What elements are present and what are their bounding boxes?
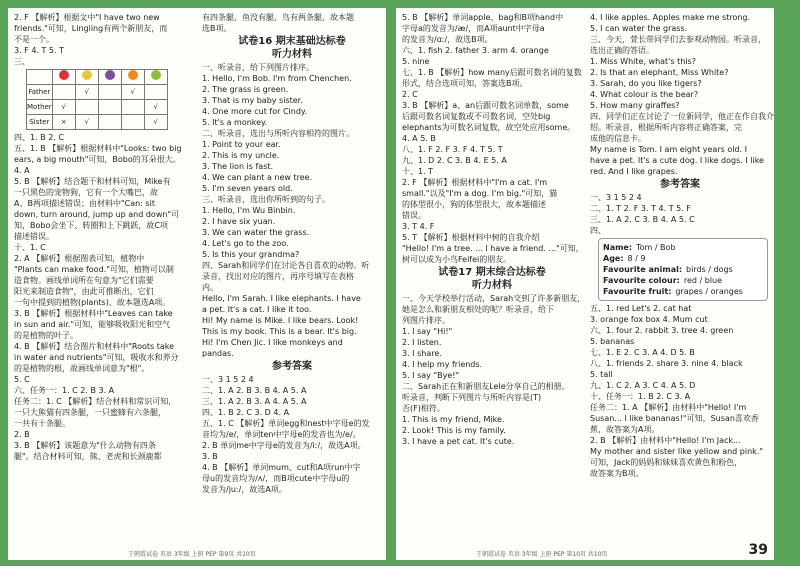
grid-cell: √ <box>75 115 98 130</box>
card-value: grapes / oranges <box>675 287 743 296</box>
card-row <box>603 253 763 264</box>
text-line: 六、1. four 2. rabbit 3. tree 4. green <box>590 326 734 335</box>
text-line: Hi! I'm Chen Jic. I like monkeys and <box>202 338 343 347</box>
text-line: 绍。听录音，根据所听内容将正确答案，完 <box>590 123 742 132</box>
text-line: 形式，结合选项可知，答案选B项。 <box>402 79 528 88</box>
text-line: 3. B <box>202 452 218 461</box>
text-line: ears, a big mouth"可知，Bobo的耳朵很大。 <box>14 155 181 164</box>
section-title: 试卷17 期末综合达标卷 <box>438 267 546 278</box>
text-line: 2. B 【解析】由材料中"Hello! I'm Jack... <box>590 436 741 445</box>
text-line: 三、1. A 2. B 3. A 4. A 5. A <box>202 397 307 406</box>
answer-grid <box>26 69 168 130</box>
card-label: Favourite animal: <box>603 265 683 274</box>
text-line: 十、任务一：1. B 2. C 3. A <box>590 392 691 401</box>
text-line: 3. orange fox box 4. Mum cut <box>590 315 708 324</box>
grid-row-name: Mother <box>27 100 53 115</box>
text-line: 四、 <box>590 226 606 235</box>
text-line: 有四条腿，鱼没有腿，鸟有两条腿，故本题 <box>202 13 354 22</box>
text-line: "Plants can make food."可知，植物可以制 <box>14 265 174 274</box>
card-value: 8 / 9 <box>627 254 646 263</box>
text-line: 1. Hello, I'm Bob. I'm from Chenchen. <box>202 74 352 83</box>
text-line: 2. B 单词me中字母e的发音为/iː/，故选A项。 <box>202 441 366 450</box>
text-line: 1. Hello, I'm Wu Binbin. <box>202 206 296 215</box>
text-line: 错误。 <box>402 211 426 220</box>
right-footer: 王朝霞试卷 英语 3年级 上册 PEP 第10页 共10页 <box>476 551 608 558</box>
text-line: 4. A <box>14 166 30 175</box>
pear-icon <box>151 70 161 80</box>
text-line: 七、1. B 【解析】how many后跟可数名词的复数 <box>402 68 582 77</box>
text-line: 二、1. T 2. F 3. T 4. T 5. F <box>590 204 691 213</box>
text-line: 一只黑色的宠物狗，它有一个大嘴巴，故 <box>14 188 158 197</box>
grid-row-name: Father <box>27 85 53 100</box>
text-line: 2. A 【解析】根据图表可知，植物中 <box>14 254 145 263</box>
right-column-2 <box>590 12 774 479</box>
text-line: 九、1. C 2. A 3. C 4. A 5. D <box>590 381 696 390</box>
text-line: in sun and air."可知，能够吸收阳光和空气 <box>14 320 171 329</box>
text-line: 2. C <box>402 90 418 99</box>
orange-icon <box>128 70 138 80</box>
card-label: Name: <box>603 243 633 252</box>
text-line: 3. That is my baby sister. <box>202 96 303 105</box>
text-line: 任务二：1. C 【解析】结合材料和常识可知， <box>14 397 177 406</box>
fruit-icon <box>121 70 144 85</box>
grid-cell <box>144 85 167 100</box>
text-line: 2. I have six yuan. <box>202 217 276 226</box>
text-line: Hi! My name is Mike. I like bears. Look! <box>202 316 359 325</box>
text-line: 五、1. C 【解析】单词egg和nest中字母e的发 <box>202 419 370 428</box>
text-line: 九、1. D 2. C 3. B 4. E 5. A <box>402 156 507 165</box>
text-line: down, turn around, jump up and down"可 <box>14 210 180 219</box>
left-page <box>8 8 386 560</box>
text-line: 4. I like apples. Apples make me strong. <box>590 13 751 22</box>
text-line: 二、1. A 2. B 3. B 4. A 5. A <box>202 386 307 395</box>
grid-cell <box>98 115 121 130</box>
grid-row-name: Sister <box>27 115 53 130</box>
card-row <box>603 264 763 275</box>
text-line: 5. B 【解析】单词apple、bag和B项hand中 <box>402 13 564 22</box>
left-column-2 <box>202 12 382 495</box>
grid-cell: √ <box>75 85 98 100</box>
text-line: 腿"。结合材料可知，熊、老虎和长颈鹿都 <box>14 452 162 461</box>
text-line: 2. F 【解析】根据材料中"I'm a cat. I'm <box>402 178 548 187</box>
left-column-1 <box>14 12 194 462</box>
text-line: 十、1. C <box>14 243 46 252</box>
text-line: 五、1. B 【解析】根据材料中"Looks: two big <box>14 144 182 153</box>
text-line: 选B项。 <box>202 24 232 33</box>
text-line: 造食物。画线单词所在句意为"它们需要 <box>14 276 154 285</box>
text-line: 三、1. A 2. C 3. B 4. A 5. C <box>590 215 695 224</box>
fruit-icon <box>144 70 167 85</box>
text-line: 3. Sarah, do you like tigers? <box>590 79 702 88</box>
text-line: 七、1. E 2. C 3. A 4. D 5. B <box>590 348 695 357</box>
text-line: 四、同学们正在讨论了一位新同学，他正在作自我介 <box>590 112 774 121</box>
right-page <box>396 8 774 560</box>
section-title: 听力材料 <box>272 49 312 60</box>
text-line: My mother and sister like yellow and pink." <box>590 447 764 456</box>
card-value: birds / dogs <box>686 265 733 274</box>
section-title: 参考答案 <box>272 361 312 372</box>
text-line: "Hello! I'm a tree. ... I have a friend. ..."可知， <box>402 244 584 253</box>
text-line: 母u的发音均为/ʌ/，而B项cute中字母u的 <box>202 474 350 483</box>
text-line: 十、1. T <box>402 167 434 176</box>
grid-cell <box>98 85 121 100</box>
text-line: pandas. <box>202 349 234 358</box>
text-line: 2. Is that an elephant, Miss White? <box>590 68 729 77</box>
grid-cell: × <box>52 115 75 130</box>
text-line: My name is Tom. I am eight years old. I <box>590 145 747 154</box>
text-line: 4. A 5. B <box>402 134 436 143</box>
text-line: 音均为/e/，单词ten中字母e的发音也为/e/。 <box>202 430 361 439</box>
text-line: 四、1. B 2. C 3. D 4. A <box>202 408 290 417</box>
text-line: in water and nutrients"可知，吸收水和养分 <box>14 353 179 362</box>
text-line: small."以及"I'm a dog. I'm big."可知，猫 <box>402 189 558 198</box>
text-line: have a pet. It's a cute dog. I like dogs. I like <box>590 156 764 165</box>
text-line: 阳光来制造食物"，由此可推断出，它们 <box>14 287 154 296</box>
text-line: 的是植物的叶子。 <box>14 331 78 340</box>
text-line: 描述错误。 <box>14 232 54 241</box>
text-line: 任务二：1. A 【解析】由材料中"Hello! I'm <box>590 403 747 412</box>
text-line: 蕉，故答案为A项。 <box>590 425 660 434</box>
text-line: 六、1. fish 2. father 3. arm 4. orange <box>402 46 549 55</box>
text-line: 她是怎么和新朋友相处的呢？听录音，给下 <box>402 305 554 314</box>
text-line: 否(F)相符。 <box>402 404 445 413</box>
grid-cell: √ <box>52 100 75 115</box>
text-line: a pet. It's a cat. I like it too. <box>202 305 312 314</box>
grid-cell: √ <box>144 100 167 115</box>
grapes-icon <box>105 70 115 80</box>
text-line: 三、听录音，选出你所听到的句子。 <box>202 195 330 204</box>
text-line: 5. bananas <box>590 337 635 346</box>
card-label: Favourite fruit: <box>603 287 672 296</box>
text-line: 3. B 【解析】a、an后跟可数名词单数，some <box>402 101 569 110</box>
section-title: 参考答案 <box>660 179 700 190</box>
text-line: 3. The lion is fast. <box>202 162 274 171</box>
text-line: 三、今天，萱长带同学们去参观动物园。听录音， <box>590 35 766 44</box>
text-line: red. And I like grapes. <box>590 167 678 176</box>
text-line: 3. T 4. F <box>402 222 435 231</box>
text-line: 一、3 1 5 2 4 <box>202 375 254 384</box>
text-line: 一、听录音，给下列图片排序。 <box>202 63 314 72</box>
grid-cell <box>75 100 98 115</box>
text-line: 后跟可数名词复数或不可数名词，空处big <box>402 112 551 121</box>
text-line: 3. We can water the grass. <box>202 228 310 237</box>
text-line: 4. Let's go to the zoo. <box>202 239 289 248</box>
text-line: 3. B 【解析】根据材料中"Leaves can take <box>14 309 173 318</box>
text-line: 内。 <box>202 283 218 292</box>
card-label: Favourite colour: <box>603 276 680 285</box>
text-line: 不是一个。 <box>14 35 54 44</box>
text-line: 一共有十条腿。 <box>14 419 70 428</box>
text-line: 3. I have a pet cat. It's cute. <box>402 437 515 446</box>
text-line: friends."可知，Lingling有两个新朋友，而 <box>14 24 168 33</box>
text-line: 4. We can plant a new tree. <box>202 173 313 182</box>
card-row <box>603 242 763 253</box>
text-line: 1. I say "Hi!" <box>402 327 453 336</box>
text-line: 一句中提到的植物(plants)，故本题选A项。 <box>14 298 171 307</box>
grid-cell <box>98 100 121 115</box>
text-line: 二、听录音，选出与所听内容相符的图片。 <box>202 129 354 138</box>
text-line: 列图片排序。 <box>402 316 450 325</box>
apple-icon <box>59 70 69 80</box>
text-line: 一、今天学校举行活动，Sarah交到了许多新朋友， <box>402 294 586 303</box>
text-line: A、B两项描述错误；由材料中"Can: sit <box>14 199 155 208</box>
text-line: 四、1. B 2. C <box>14 133 64 142</box>
card-row <box>603 275 763 286</box>
text-line: 二、Sarah正在和新朋友Lele分享自己的相册。 <box>402 382 570 391</box>
text-line: 八、1. F 2. F 3. F 4. T 5. T <box>402 145 503 154</box>
text-line: 2. The grass is green. <box>202 85 289 94</box>
text-line: 成他的信息卡。 <box>590 134 646 143</box>
text-line: 字母a的发音为/æ/，而A项aunt中字母a <box>402 24 545 33</box>
text-line: 2. F 【解析】根据文中"I have two new <box>14 13 160 22</box>
text-line: This is my book. This is a bear. It's big. <box>202 327 357 336</box>
section-title: 听力材料 <box>472 280 512 291</box>
text-line: 树可以成为小鸟Feifei的朋友。 <box>402 255 512 264</box>
text-line: Susan... I like bananas!"可知，Susan喜欢香 <box>590 414 759 423</box>
text-line: 故答案为B项。 <box>590 469 644 478</box>
text-line: Hello, I'm Sarah. I like elephants. I have <box>202 294 361 303</box>
text-line: 2. I listen. <box>402 338 442 347</box>
grid-cell <box>121 115 144 130</box>
text-line: 5. C <box>14 375 30 384</box>
text-line: 四、Sarah和同学们在讨论各自喜欢的动物。听 <box>202 261 370 270</box>
text-line: 5. I'm seven years old. <box>202 184 293 193</box>
text-line: 的体型很小，狗的体型很大，故本题描述 <box>402 200 546 209</box>
grid-cell: √ <box>144 115 167 130</box>
text-line: 的是植物的根，故画线单词意为"根"。 <box>14 364 150 373</box>
card-row <box>603 286 763 297</box>
banana-icon <box>82 70 92 80</box>
text-line: 可知，Jack的妈妈和妹妹喜欢黄色和粉色， <box>590 458 743 467</box>
text-line: 3. B 【解析】该题意为"什么动物有四条 <box>14 441 156 450</box>
text-line: 1. Point to your ear. <box>202 140 281 149</box>
text-line: 3. I share. <box>402 349 442 358</box>
text-line: 六、任务一：1. C 2. B 3. A <box>14 386 115 395</box>
text-line: 5. B 【解析】结合题干和材料可知，Mike有 <box>14 177 171 186</box>
left-footer: 王朝霞试卷 英语 3年级 上册 PEP 第9页 共10页 <box>128 551 256 558</box>
grid-cell: √ <box>121 85 144 100</box>
text-line: 5. T 【解析】根据材料中树的自我介绍 <box>402 233 540 242</box>
text-line: 发音为/juː/，故选A项。 <box>202 485 287 494</box>
text-line: 4. What colour is the bear? <box>590 90 699 99</box>
card-value: Tom / Bob <box>636 243 676 252</box>
fruit-icon <box>98 70 121 85</box>
text-line: 三、 <box>14 57 30 66</box>
text-line: 2. B <box>14 430 30 439</box>
text-line: 一、3 1 5 2 4 <box>590 193 642 202</box>
text-line: 2. Look! This is my family. <box>402 426 506 435</box>
fruit-icon <box>75 70 98 85</box>
grid-cell <box>52 85 75 100</box>
text-line: 5. I say "Bye!" <box>402 371 460 380</box>
text-line: 1. This is my friend, Mike. <box>402 415 505 424</box>
text-line: 5. Is this your grandma? <box>202 250 300 259</box>
text-line: 的发音为/ɑː/，故选B项。 <box>402 35 493 44</box>
text-line: 录音，找出对应的图片，再序号填写在表格 <box>202 272 354 281</box>
fruit-icon <box>52 70 75 85</box>
text-line: 3. F 4. T 5. T <box>14 46 64 55</box>
text-line: 5. How many giraffes? <box>590 101 680 110</box>
text-line: 知，Bobo会坐下、转圈和上下跳跃，故C项 <box>14 221 168 230</box>
section-title: 试卷16 期末基础达标卷 <box>238 36 346 47</box>
grid-cell <box>121 100 144 115</box>
text-line: 听录音，判断下列图片与所听内容是(T) <box>402 393 542 402</box>
text-line: elephants为可数名词复数，故空处应用some。 <box>402 123 576 132</box>
text-line: 4. B 【解析】单词mum、cut和A项run中字 <box>202 463 361 472</box>
text-line: 4. I help my friends. <box>402 360 483 369</box>
grid-corner <box>27 70 53 85</box>
text-line: 4. One more cut for Cindy. <box>202 107 308 116</box>
card-value: red / blue <box>683 276 723 285</box>
text-line: 五、1. red Let's 2. cat hat <box>590 304 692 313</box>
text-line: 一只大熊猫有四条腿，一只蜜蜂有六条腿， <box>14 408 166 417</box>
text-line: 5. It's a monkey. <box>202 118 268 127</box>
text-line: 选出正确的答语。 <box>590 46 654 55</box>
right-column-1 <box>402 12 586 447</box>
text-line: 5. nine <box>402 57 430 66</box>
text-line: 2. This is my uncle. <box>202 151 280 160</box>
info-card <box>598 238 768 301</box>
page-number: 39 <box>748 542 768 558</box>
text-line: 4. B 【解析】结合图片和材料中"Roots take <box>14 342 175 351</box>
text-line: 5. I can water the grass. <box>590 24 688 33</box>
text-line: 1. Miss White, what's this? <box>590 57 696 66</box>
text-line: 5. tall <box>590 370 613 379</box>
card-label: Age: <box>603 254 624 263</box>
text-line: 八、1. friends 2. share 3. nine 4. black <box>590 359 743 368</box>
